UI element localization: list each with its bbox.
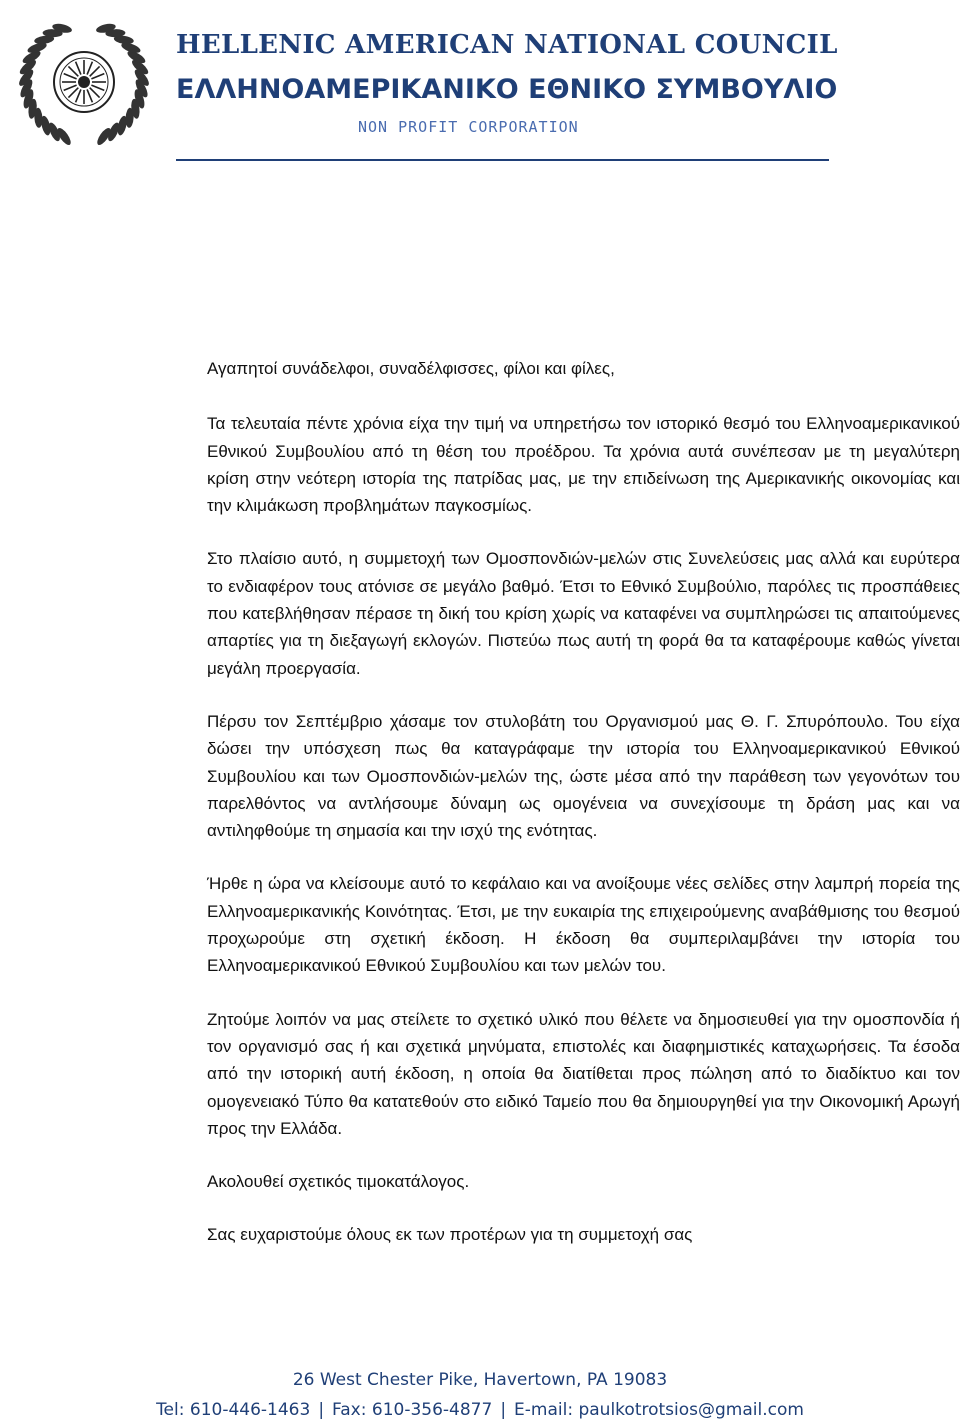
sun-ray [68, 88, 78, 98]
sun-ray [87, 62, 92, 75]
salutation: Αγαπητοί συνάδελφοι, συναδέλφισσες, φίλοι και φίλες, [207, 359, 615, 378]
footer-tel: Tel: 610-446-1463 [156, 1400, 311, 1420]
org-subtitle: NON PROFIT CORPORATION [358, 118, 579, 136]
paragraph-5: Ζητούμε λοιπόν να μας στείλετε το σχετικό υλικό που θέλετε να δημοσιευθεί για την ομοσπονδία ή τον οργανισμό σας ή και σχετικά μηνύματα, επιστολές και διαφημιστικές καταχωρήσεις. Τα έσοδα από την ιστορική αυτή έκδοση, η οποία θα διατίθεται προς πώληση από το διαδίκτυο και τον ομογενειακό Τύπο θα κατατεθούν στο ειδικό Ταμείο που θα δημιουργηθεί για την Οικονομική Αρωγή προς την Ελλάδα. [207, 1009, 960, 1138]
header-rule [176, 159, 829, 161]
footer-separator: | [500, 1400, 507, 1420]
paragraph-2: Στο πλαίσιο αυτό, η συμμετοχή των Ομοσπονδιών-μελών στις Συνελεύσεις μας αλλά και ευρύτερα το ενδιαφέρον τους ατόνισε σε μεγάλο βαθμό. Έτσι το Εθνικό Συμβούλιο, παρόλες τις προσπάθειες που κατεβλήθησαν πέρασε τη δική του κρίση χωρίς να καταφένει να συμπληρώσει τις απαιτούμενες απαρτίες για τη διεξαγωγή εκλογών. Πιστεύω πως αυτή τη φορά θα τα καταφέρουμε καθώς γίνεται μεγάλη προεργασία. [207, 549, 960, 678]
footer-fax: Fax: 610-356-4877 [332, 1400, 493, 1420]
org-name-english: HELLENIC AMERICAN NATIONAL COUNCIL [176, 30, 838, 60]
footer-email-link[interactable]: E-mail: paulkotrotsios@gmail.com [514, 1400, 804, 1420]
closing-line: Σας ευχαριστούμε όλους εκ των προτέρων για τη συμμετοχή σας [207, 1225, 693, 1245]
sun-ray [76, 62, 81, 75]
sun-ray [90, 66, 100, 76]
sun-ray [64, 74, 77, 79]
paragraph-6: Ακολουθεί σχετικός τιμοκατάλογος. [207, 1172, 470, 1192]
footer-separator: | [318, 1400, 325, 1420]
sun-ray [64, 85, 77, 90]
sun-ray [76, 89, 81, 102]
laurel-wreath-sun-icon [4, 2, 164, 162]
sun-ray [91, 74, 104, 79]
paragraph-4: Ήρθε η ώρα να κλείσουμε αυτό το κεφάλαιο και να ανοίξουμε νέες σελίδες στην λαμπρή πορεία της Ελληνοαμερικανικής Κοινότητας. Έτσι, με την ευκαιρία της επιχειρούμενης αναβάθμισης του θεσμού προχωρούμε στη σχετική έκδοση. Η έκδοση θα συμπεριλαμβάνει την ιστορία του Ελληνοαμερικανικού Εθνικού Συμβουλίου και των μελών του. [207, 874, 960, 976]
org-name-greek: ΕΛΛΗΝΟΑΜΕΡΙΚΑΝΙΚΟ ΕΘΝΙΚΟ ΣΥΜΒΟΥΛΙΟ [176, 74, 838, 105]
letter-body [207, 355, 960, 1275]
sun-ray [68, 66, 78, 76]
footer-address: 26 West Chester Pike, Havertown, PA 19083 [292, 1370, 668, 1390]
sun-ray [90, 88, 100, 98]
paragraph-1: Τα τελευταία πέντε χρόνια είχα την τιμή να υπηρετήσω τον ιστορικό θεσμό του Ελληνοαμερικανικού Εθνικού Συμβουλίου από τη θέση του προέδρου. Τα χρόνια αυτά συνέπεσαν με τη μεγαλύτερη κρίση στην νεότερη ιστορία της πατρίδας μας, με την επιδείνωση της Αμερικανικής οικονομίας και την κλιμάκωση προβλημάτων παγκοσμίως. [207, 414, 960, 516]
footer-contact [0, 1400, 960, 1420]
sun-ray [91, 85, 104, 90]
paragraph-3: Πέρσυ τον Σεπτέμβριο χάσαμε τον στυλοβάτη του Οργανισμού μας Θ. Γ. Σπυρόπουλο. Του είχα δώσει την υπόσχεση πως θα καταγράφαμε την ιστορία του Ελληνοαμερικανικού Εθνικού Συμβουλίου και των Ομοσπονδιών-μελών της, ώστε μέσα από την παράθεση των γεγονότων του παρελθόντος να αντλήσουμε δύναμη ως ομογένεια να συνεχίσουμε τη δράση μας και να αντιληφθούμε τη σημασία και την ισχύ της ενότητας. [207, 711, 960, 841]
sun-ray [87, 89, 92, 102]
